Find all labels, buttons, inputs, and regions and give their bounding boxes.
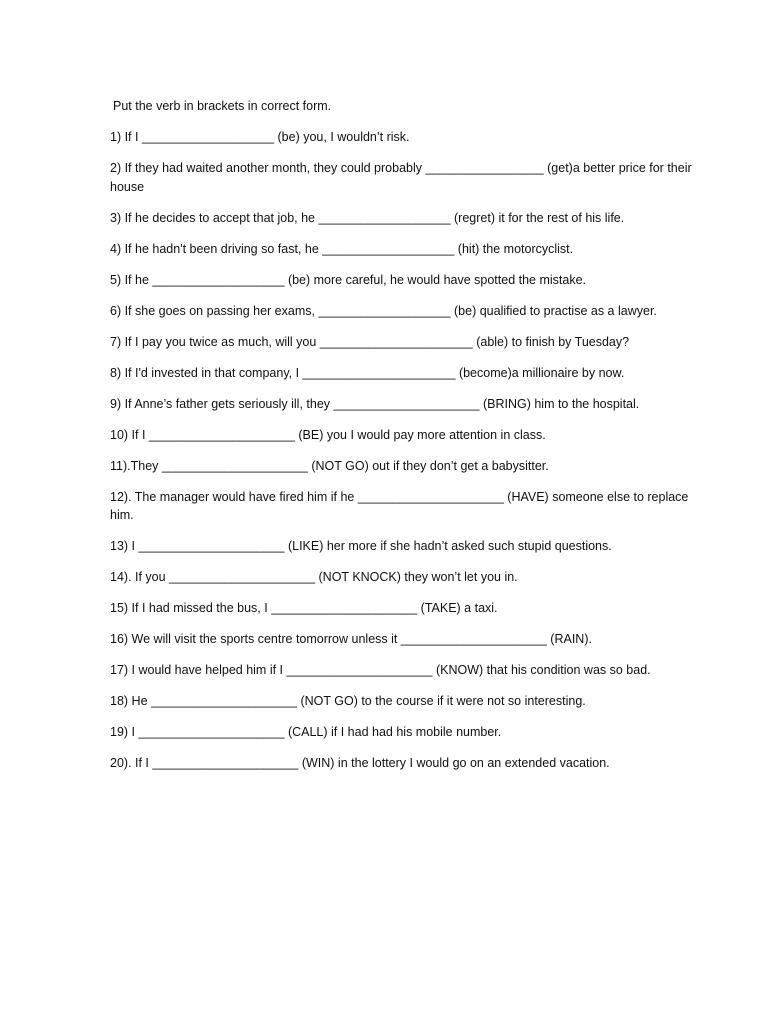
worksheet [110,98,710,785]
exercise-item-5: 5) If he ___________________ (be) more careful, he would have spotted the mistake. [110,272,587,287]
exercise-list [110,128,710,773]
exercise-item-9: 9) If Anne’s father gets seriously ill, they _____________________ (BRING) him to the hospital. [110,396,640,411]
exercise-item-7: 7) If I pay you twice as much, will you ______________________ (able) to finish by Tuesday? [110,334,630,349]
exercise-item-19: 19) I _____________________ (CALL) if I had had his mobile number. [110,725,502,739]
exercise-item-15: 15) If I had missed the bus, I _____________________ (TAKE) a taxi. [110,601,498,615]
instruction-text: Put the verb in brackets in correct form. [113,99,332,113]
exercise-item-8: 8) If I'd invested in that company, I ______________________ (become)a millionaire by now. [110,365,625,380]
exercise-item-17: 17) I would have helped him if I _____________________ (KNOW) that his condition was so bad. [110,663,651,677]
exercise-item-10: 10) If I _____________________ (BE) you I would pay more attention in class. [110,427,546,442]
exercise-item-20: 20). If I _____________________ (WIN) in the lottery I would go on an extended vacation. [110,756,610,770]
exercise-item-18: 18) He _____________________ (NOT GO) to the course if it were not so interesting. [110,694,586,708]
exercise-item-3: 3) If he decides to accept that job, he ___________________ (regret) it for the rest of his life. [110,210,625,225]
exercise-item-14: 14). If you _____________________ (NOT KNOCK) they won’t let you in. [110,570,518,584]
exercise-item-6: 6) If she goes on passing her exams, ___________________ (be) qualified to practise as a lawyer. [110,303,657,318]
exercise-item-11: 11).They _____________________ (NOT GO) out if they don’t get a babysitter. [110,458,549,473]
exercise-item-13: 13) I _____________________ (LIKE) her more if she hadn’t asked such stupid questions. [110,539,612,553]
exercise-item-16: 16) We will visit the sports centre tomorrow unless it _____________________ (RAIN). [110,632,592,646]
exercise-item-1: 1) If I ___________________ (be) you, I wouldn’t risk. [110,130,410,144]
exercise-item-4: 4) If he hadn't been driving so fast, he ___________________ (hit) the motorcyclist. [110,241,574,256]
exercise-item-12: 12). The manager would have fired him if he _____________________ (HAVE) someone else to replace him. [110,489,689,522]
exercise-item-2: 2) If they had waited another month, they could probably _________________ (get)a better price for their house [110,161,692,194]
